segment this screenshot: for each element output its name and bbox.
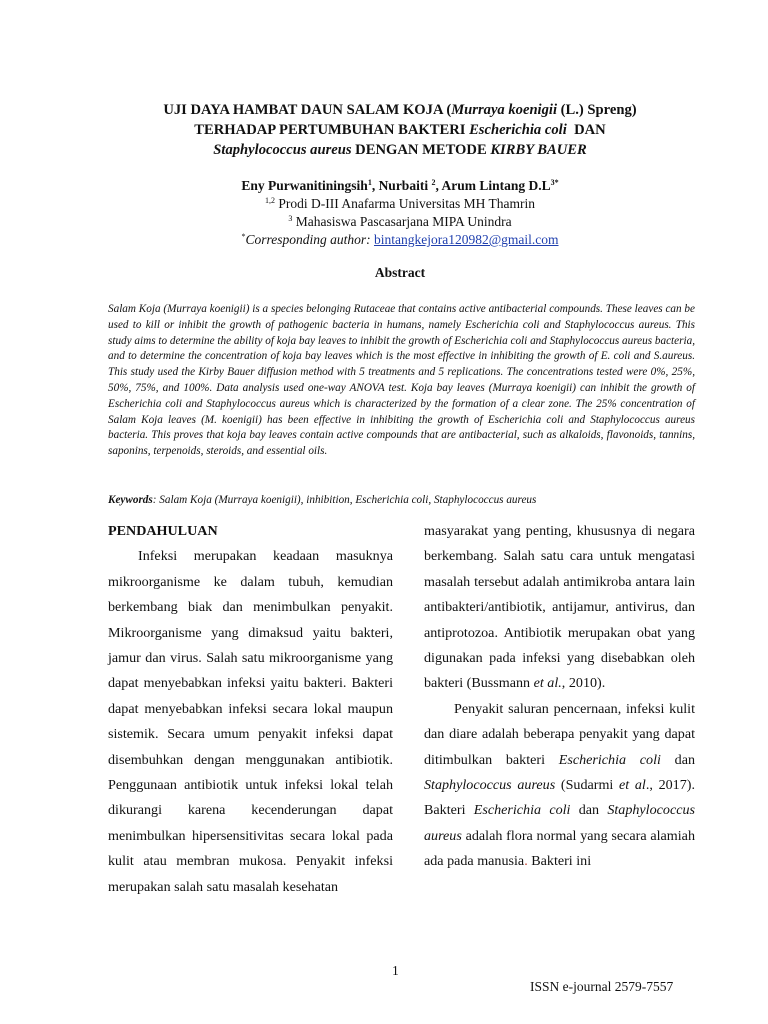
author-names <box>80 177 720 195</box>
body-text: dan <box>570 802 608 819</box>
corresponding-marker: * <box>241 232 246 241</box>
keywords-label: Keywords <box>108 494 153 506</box>
section-heading: PENDAHULUAN <box>108 523 218 539</box>
species-name: Staphylococcus aureus <box>424 802 695 844</box>
citation-etal: et al. <box>533 675 562 692</box>
body-paragraph <box>424 519 695 697</box>
corresponding-label: Corresponding author: <box>245 232 374 247</box>
keywords-text: : Salam Koja (Murraya koenigii), inhibition, Escherichia coli, Staphylococcus aureus <box>152 494 537 506</box>
author-name: Eny Purwanitiningsih <box>241 178 368 193</box>
body-text: dan <box>660 751 695 768</box>
affiliation-marker: 1 <box>367 178 372 187</box>
affiliation-marker: 2 <box>431 178 436 187</box>
right-column <box>424 519 695 875</box>
title-species: Escherichia coli <box>469 122 567 138</box>
abstract-text: Salam Koja (Murraya koenigii) is a species belonging Rutaceae that contains active antibacterial compounds. These leaves can be used to kill or inhibit the growth of pathogenic bacteria in humans, namely Escherichia coli and Staphylococcus aureus. This study aims to determine the ability of koja bay leaves to inhibit the growth of Escherichia coli and Staphylococcus aureus bacteria, and to determine the concentration of koja bay leaves which is the most effective in inhibiting the growth of E. coli and S.aureus. This study used the Kirby Bauer diffusion method with 5 treatments and 5 replications. The concentrations tested were 0%, 25%, 50%, 75%, and 100%. Data analysis used one-way ANOVA test. Koja bay leaves (Murraya koenigii) can inhibit the growth of Escherichia coli and Staphylococcus aureus which is characterized by the formation of a clear zone. The 25% concentration of Salam Koja leaves (M. koenigii) has been effective in inhibiting the growth of Escherichia coli and Staphylococcus aureus bacteria. This proves that koja bay leaves contain active compounds that are antibacterial, such as alkaloids, flavonoids, tannins, saponins, terpenoids, steroids, and essential oils. <box>108 303 695 458</box>
affiliation-marker: 1,2 <box>265 196 276 205</box>
left-column <box>108 519 393 900</box>
body-text: adalah flora normal yang secara alamiah ada pada manusia <box>424 827 695 870</box>
body-paragraph <box>424 697 695 875</box>
email-link[interactable]: bintangkejora120982@gmail.com <box>373 232 559 247</box>
title-species: Murraya koenigii <box>451 102 558 118</box>
title-species: Staphylococcus aureus <box>213 142 352 158</box>
species-name: Escherichia coli <box>558 751 661 768</box>
abstract-heading: Abstract <box>374 265 426 280</box>
title-text: UJI DAYA HAMBAT DAUN SALAM KOJA ( <box>163 102 452 118</box>
issn-label: ISSN e-journal 2579-7557 <box>530 979 674 994</box>
affiliation-2 <box>80 213 720 231</box>
affiliation-1 <box>80 195 720 213</box>
paper-title <box>80 100 720 160</box>
author-name: , Nurbaiti <box>371 178 432 193</box>
title-text: (L.) Spreng) <box>557 102 637 118</box>
corresponding-author <box>80 231 720 249</box>
highlighted-period: . <box>524 853 528 870</box>
title-text: TERHADAP PERTUMBUHAN BAKTERI <box>194 122 470 138</box>
species-name: Staphylococcus aureus <box>424 777 556 794</box>
title-line-3 <box>80 140 720 160</box>
body-text: Bakteri ini <box>527 853 592 870</box>
body-text: ., 2017). Bakteri <box>424 777 695 819</box>
body-text: masyarakat yang penting, khususnya di negara berkembang. Salah satu cara untuk mengatasi masalah tersebut adalah antimikroba antara lain antibakteri/antibiotik, antijamur, antivirus, dan antiprotozoa. Antibiotik merupakan obat yang digunakan pada infeksi yang disebabkan oleh bakteri (Bussmann <box>424 523 695 692</box>
affiliation-text: Mahasiswa Pascasarjana MIPA Unindra <box>292 214 512 229</box>
affiliation-text: Prodi D-III Anafarma Universitas MH Thamrin <box>275 196 535 211</box>
affiliation-marker: 3 <box>288 214 293 223</box>
author-name: , Arum Lintang D.L <box>435 178 551 193</box>
body-paragraph: Infeksi merupakan keadaan masuknya mikroorganisme ke dalam tubuh, kemudian berkembang biak dan menimbulkan penyakit. Mikroorganisme yang dimaksud yaitu bakteri, jamur dan virus. Salah satu mikroorganisme yang dapat menyebabkan infeksi yaitu bakteri. Bakteri dapat menyebabkan infeksi secara lokal maupun sistemik. Secara umum penyakit infeksi dapat disembuhkan dengan menggunakan antibiotik. Penggunaan antibiotik untuk infeksi lokal telah dikurangi karena kecenderungan dapat menimbulkan hipersensitivitas secara lokal pada kulit atau membran mukosa. Penyakit infeksi merupakan salah satu masalah kesehatan <box>108 548 393 895</box>
page-number: 1 <box>392 963 399 978</box>
body-text: Penyakit saluran pencernaan, infeksi kulit dan diare adalah beberapa penyakit yang dapat ditimbulkan bakteri <box>424 700 695 768</box>
title-text: DAN <box>566 122 606 138</box>
title-line-1 <box>80 100 720 120</box>
title-method: KIRBY BAUER <box>490 142 587 158</box>
author-block <box>80 177 720 249</box>
title-text: DENGAN METODE <box>351 142 491 158</box>
citation-etal: et al <box>619 777 646 794</box>
species-name: Escherichia coli <box>473 802 571 819</box>
body-text: (Sudarmi <box>555 777 620 794</box>
affiliation-marker: 3* <box>550 178 559 187</box>
body-text: , 2010). <box>561 675 606 692</box>
title-line-2 <box>80 120 720 140</box>
keywords <box>108 493 708 508</box>
